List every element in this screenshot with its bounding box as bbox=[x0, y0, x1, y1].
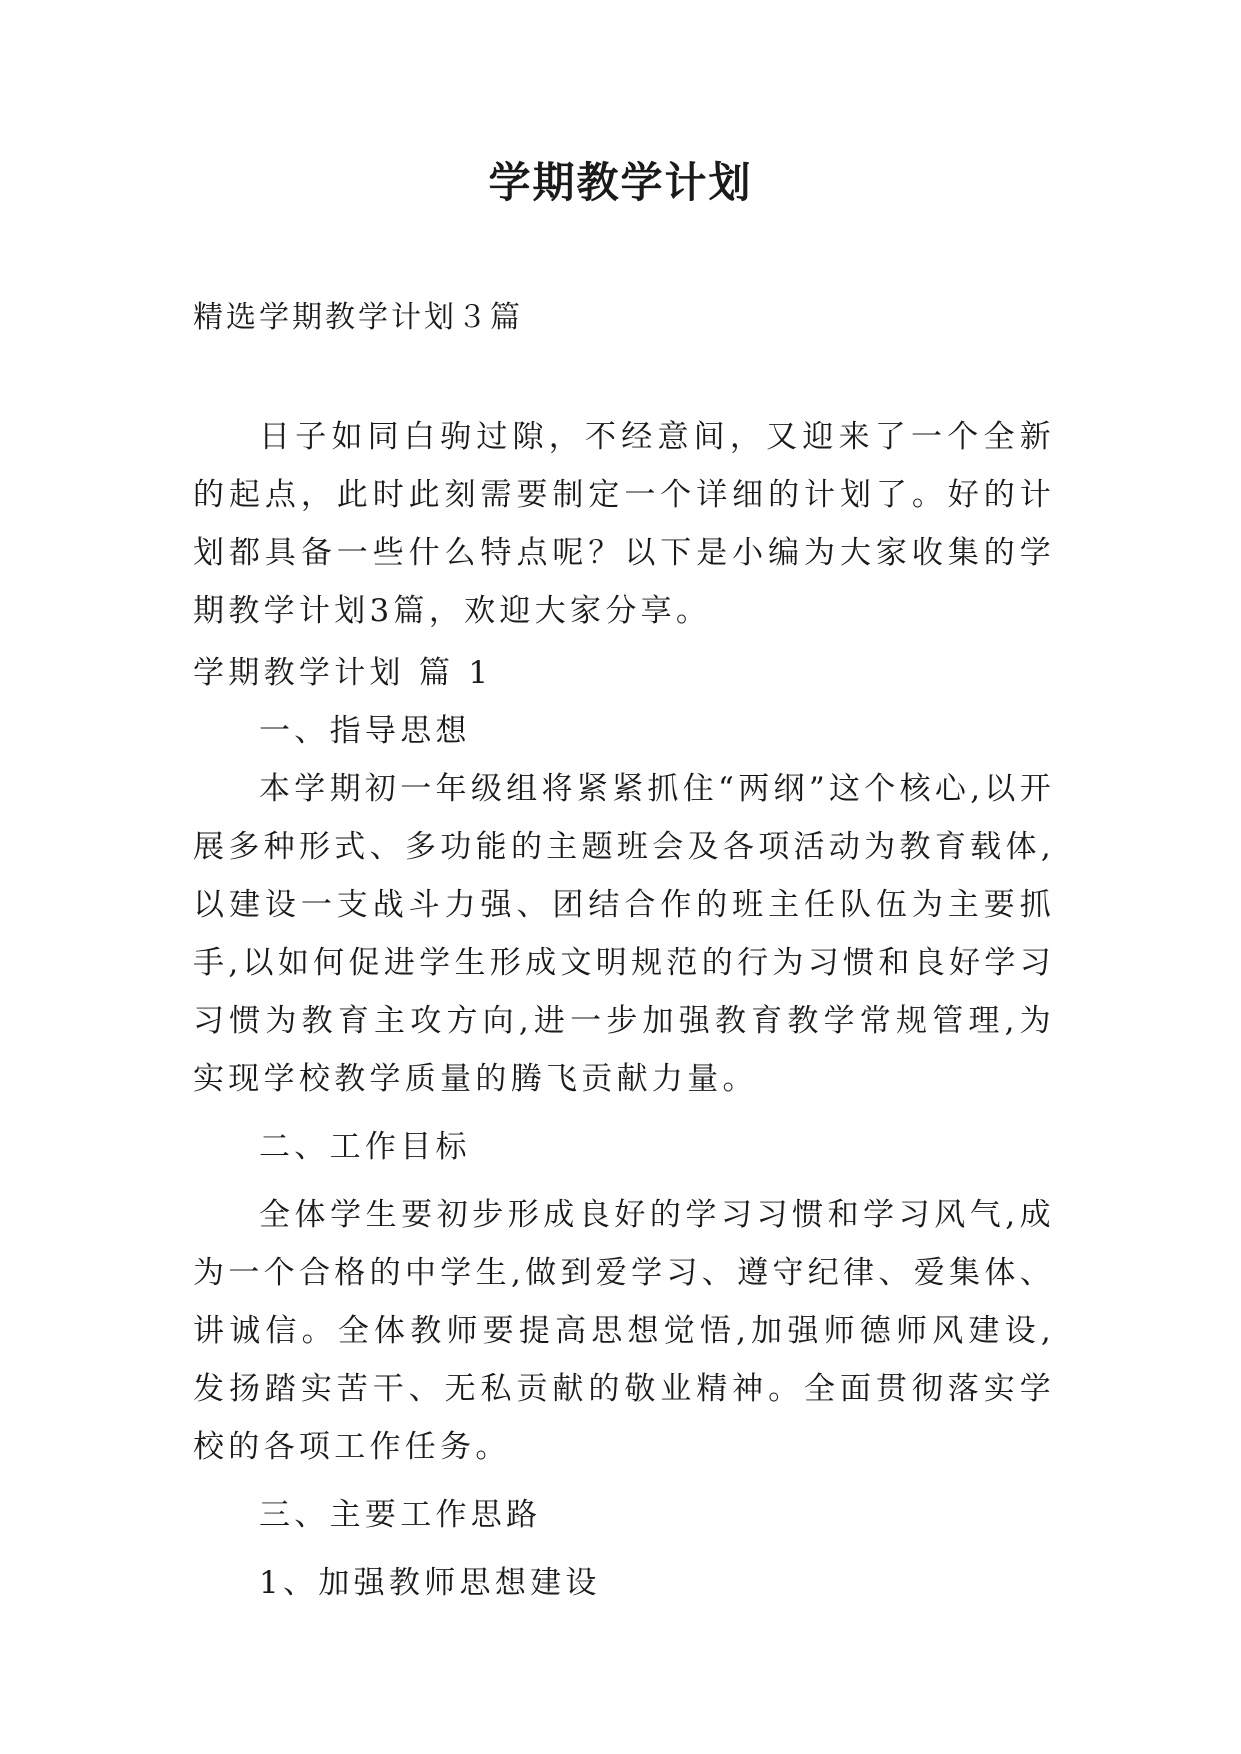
intro-paragraph: 日子如同白驹过隙，不经意间，又迎来了一个全新的起点，此时此刻需要制定一个详细的计划了。好的计划都具备一些什么特点呢？以下是小编为大家收集的学期教学计划3篇，欢迎大家分享。 bbox=[193, 419, 1055, 629]
list-item-teacher-ideology: 1、加强教师思想建设 bbox=[259, 1565, 601, 1601]
paragraph-guiding-ideology: 本学期初一年级组将紧紧抓住“两纲”这个核心,以开展多种形式、多功能的主题班会及各项活动为教育载体,以建设一支战斗力强、团结合作的班主任队伍为主要抓手,以如何促进学生形成文明规范的行为习惯和良好学习习惯为教育主攻方向,进一步加强教育教学常规管理,为实现学校教学质量的腾飞贡献力量。 bbox=[193, 771, 1055, 1097]
section-heading: 学期教学计划 篇 1 bbox=[193, 655, 493, 691]
paragraph-work-goals: 全体学生要初步形成良好的学习习惯和学习风气,成为一个合格的中学生,做到爱学习、遵守纪律、爱集体、讲诚信。全体教师要提高思想觉悟,加强师德师风建设,发扬踏实苦干、无私贡献的敬业精神。全面贯彻落实学校的各项工作任务。 bbox=[193, 1197, 1055, 1465]
heading-work-goals: 二、工作目标 bbox=[259, 1129, 471, 1165]
document-body bbox=[193, 408, 1055, 1612]
heading-main-ideas: 三、主要工作思路 bbox=[259, 1497, 542, 1533]
heading-guiding-ideology: 一、指导思想 bbox=[259, 713, 471, 749]
document-title: 学期教学计划 bbox=[488, 158, 753, 207]
document-subtitle: 精选学期教学计划３篇 bbox=[193, 300, 523, 335]
